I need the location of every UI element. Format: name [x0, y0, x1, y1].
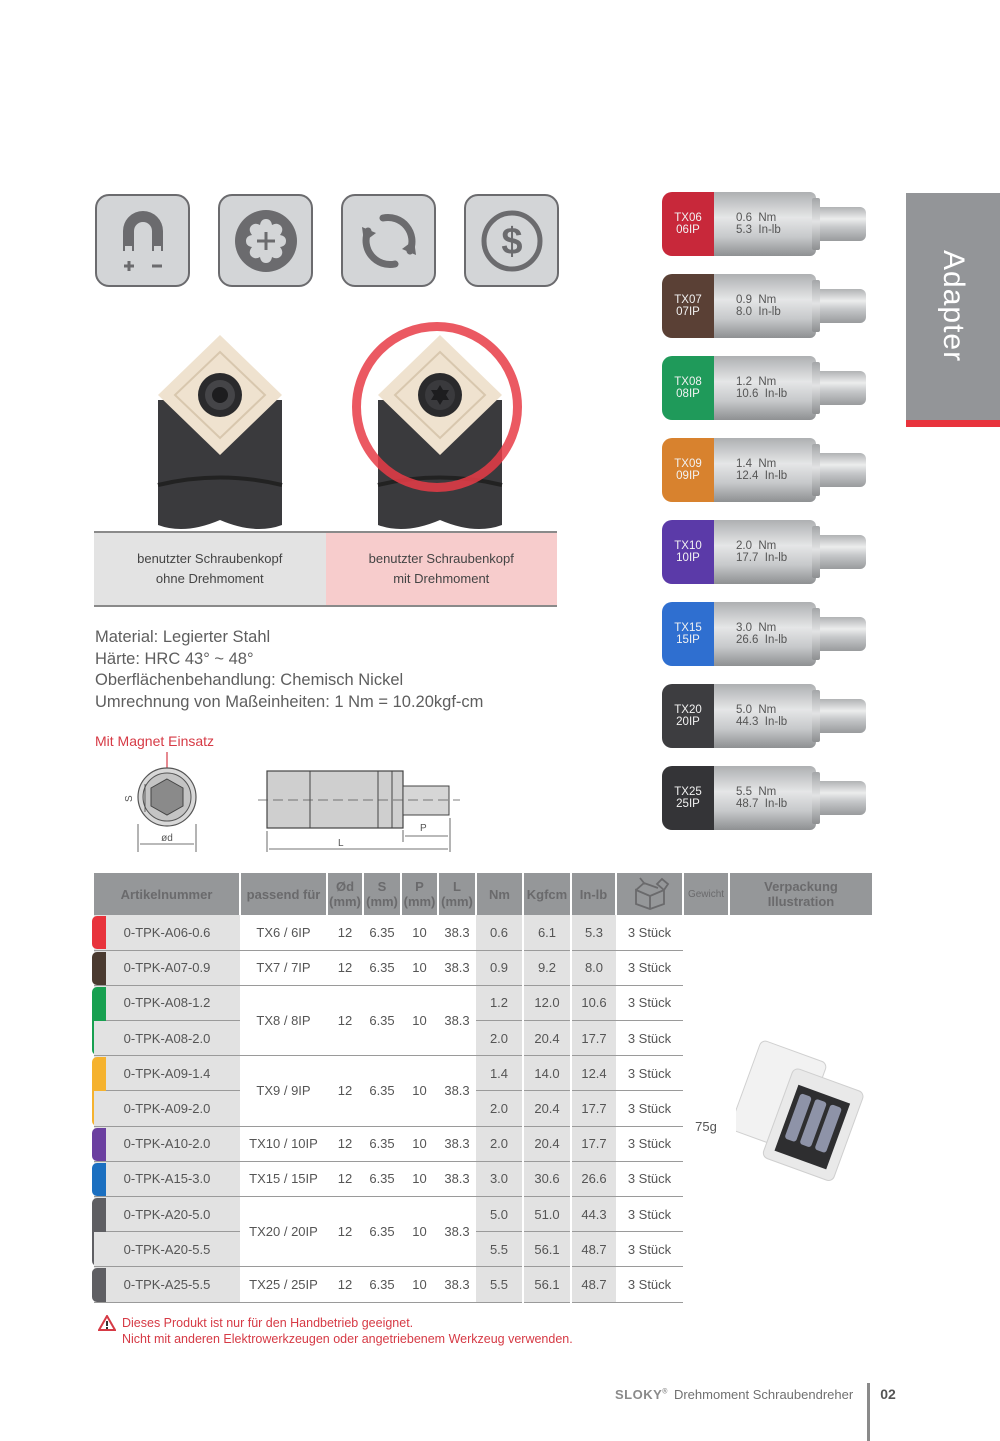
cell-quantity: 3 Stück	[616, 1056, 683, 1091]
hex-shank	[820, 453, 866, 487]
color-code-bar	[92, 1163, 106, 1196]
warning-triangle-icon	[98, 1315, 116, 1331]
cell-s: 6.35	[363, 1126, 401, 1161]
bit-color-sleeve: TX08 08IP	[662, 356, 714, 420]
cell-l: 38.3	[438, 915, 476, 950]
warning-line-1: Dieses Produkt ist nur für den Handbetrieb geeignet.	[122, 1316, 414, 1330]
cell-article-number: 0-TPK-A07-0.9	[94, 950, 240, 985]
bit-body: 3.0 Nm 26.6 In-lb	[714, 602, 816, 666]
cell-article-number: 0-TPK-A08-1.2	[94, 985, 240, 1020]
cell-p: 10	[401, 985, 438, 1055]
cell-od: 12	[327, 1267, 363, 1302]
cell-nm: 0.6	[476, 915, 523, 950]
cell-l: 38.3	[438, 1161, 476, 1196]
cell-od: 12	[327, 1197, 363, 1267]
cell-l: 38.3	[438, 1197, 476, 1267]
bit-body: 5.5 Nm 48.7 In-lb	[714, 766, 816, 830]
cell-kgfcm: 20.4	[523, 1126, 571, 1161]
cell-quantity: 3 Stück	[616, 915, 683, 950]
cell-inlb: 12.4	[571, 1056, 616, 1091]
cell-quantity: 3 Stück	[616, 1267, 683, 1302]
cell-quantity: 3 Stück	[616, 1232, 683, 1267]
spec-hardness: Härte: HRC 43° ~ 48°	[95, 649, 254, 668]
cell-nm: 2.0	[476, 1021, 523, 1056]
cell-p: 10	[401, 1197, 438, 1267]
svg-text:ød: ød	[161, 833, 173, 844]
bit-color-sleeve: TX06 06IP	[662, 192, 714, 256]
cell-kgfcm: 20.4	[523, 1021, 571, 1056]
dollar-coin-icon	[464, 194, 559, 287]
cell-s: 6.35	[363, 1197, 401, 1267]
cell-quantity: 3 Stück	[616, 1091, 683, 1126]
svg-text:L: L	[338, 838, 344, 849]
footer-divider	[867, 1383, 870, 1441]
screw-head-without-torque-image	[150, 330, 290, 530]
cell-quantity: 3 Stück	[616, 1126, 683, 1161]
cell-l: 38.3	[438, 1267, 476, 1302]
spec-surface: Oberflächenbehandlung: Chemisch Nickel	[95, 671, 404, 689]
spec-material: Material: Legierter Stahl	[95, 628, 271, 646]
header-od: Ød (mm)	[327, 873, 363, 915]
cell-nm: 1.2	[476, 985, 523, 1020]
screw-comparison	[94, 531, 557, 607]
cell-inlb: 5.3	[571, 915, 616, 950]
material-specs	[95, 627, 483, 713]
cell-kgfcm: 56.1	[523, 1232, 571, 1267]
header-packaging: Verpackung Illustration	[729, 873, 872, 915]
table-header-row	[94, 873, 872, 915]
page-number: 02	[880, 1386, 896, 1402]
cell-l: 38.3	[438, 1126, 476, 1161]
cell-p: 10	[401, 950, 438, 985]
bit-color-sleeve: TX09 09IP	[662, 438, 714, 502]
cell-article-number: 0-TPK-A15-3.0	[94, 1161, 240, 1196]
cell-nm: 1.4	[476, 1056, 523, 1091]
cell-kgfcm: 14.0	[523, 1056, 571, 1091]
spec-conversion: Umrechnung von Maßeinheiten: 1 Nm = 10.20kgf-cm	[95, 692, 484, 711]
cell-quantity: 3 Stück	[616, 950, 683, 985]
cell-s: 6.35	[363, 1056, 401, 1126]
cell-p: 10	[401, 915, 438, 950]
bit-body: 0.6 Nm 5.3 In-lb	[714, 192, 816, 256]
cell-inlb: 17.7	[571, 1091, 616, 1126]
cell-nm: 5.5	[476, 1267, 523, 1302]
bit-body: 1.2 Nm 10.6 In-lb	[714, 356, 816, 420]
cell-nm: 5.5	[476, 1232, 523, 1267]
warning-notice	[98, 1315, 573, 1347]
bit-body: 5.0 Nm 44.3 In-lb	[714, 684, 816, 748]
color-code-bar	[92, 916, 106, 949]
cell-nm: 0.9	[476, 950, 523, 985]
cell-kgfcm: 6.1	[523, 915, 571, 950]
header-l: L (mm)	[438, 873, 476, 915]
cell-s: 6.35	[363, 1267, 401, 1302]
cell-nm: 5.0	[476, 1197, 523, 1232]
bit-color-sleeve: TX20 20IP	[662, 684, 714, 748]
hex-shank	[820, 781, 866, 815]
header-weight: Gewicht	[683, 873, 729, 915]
cell-l: 38.3	[438, 1056, 476, 1126]
cell-fits: TX25 / 25IP	[240, 1267, 327, 1302]
warning-line-2: Nicht mit anderen Elektrowerkzeugen oder angetriebenem Werkzeug verwenden.	[122, 1332, 573, 1346]
cell-article-number: 0-TPK-A20-5.5	[94, 1232, 240, 1267]
cell-l: 38.3	[438, 950, 476, 985]
magnet-icon	[95, 194, 190, 287]
hex-shank	[820, 535, 866, 569]
header-nm: Nm	[476, 873, 523, 915]
bit-body: 1.4 Nm 12.4 In-lb	[714, 438, 816, 502]
box-icon	[616, 873, 683, 915]
cell-nm: 2.0	[476, 1091, 523, 1126]
hex-shank	[820, 699, 866, 733]
cell-od: 12	[327, 985, 363, 1055]
cell-l: 38.3	[438, 985, 476, 1055]
torque-bit-image	[662, 684, 870, 752]
cell-od: 12	[327, 1056, 363, 1126]
cell-kgfcm: 56.1	[523, 1267, 571, 1302]
color-code-bar	[92, 1128, 106, 1161]
cell-fits: TX20 / 20IP	[240, 1197, 327, 1267]
cell-kgfcm: 12.0	[523, 985, 571, 1020]
cell-s: 6.35	[363, 950, 401, 985]
cell-fits: TX15 / 15IP	[240, 1161, 327, 1196]
torque-bit-image	[662, 766, 870, 834]
feature-icons	[95, 194, 559, 287]
hex-shank	[820, 617, 866, 651]
header-fits: passend für	[240, 873, 327, 915]
brand-logo: SLOKY®	[615, 1386, 668, 1402]
technical-drawing	[110, 752, 460, 857]
cell-article-number: 0-TPK-A09-2.0	[94, 1091, 240, 1126]
page-footer	[615, 1365, 896, 1423]
cell-inlb: 8.0	[571, 950, 616, 985]
svg-text:$: $	[500, 220, 523, 263]
svg-text:S: S	[124, 795, 135, 802]
bit-color-sleeve: TX25 25IP	[662, 766, 714, 830]
cell-od: 12	[327, 1126, 363, 1161]
product-table	[94, 873, 872, 1303]
torque-bit-image	[662, 274, 870, 342]
bit-color-sleeve: TX15 15IP	[662, 602, 714, 666]
bit-color-sleeve: TX10 10IP	[662, 520, 714, 584]
cell-inlb: 10.6	[571, 985, 616, 1020]
cell-od: 12	[327, 1161, 363, 1196]
cell-p: 10	[401, 1126, 438, 1161]
cell-quantity: 3 Stück	[616, 1021, 683, 1056]
cell-inlb: 26.6	[571, 1161, 616, 1196]
cell-quantity: 3 Stück	[616, 985, 683, 1020]
cell-weight: 75g	[695, 1119, 717, 1135]
torx-plus-icon	[218, 194, 313, 287]
cell-quantity: 3 Stück	[616, 1197, 683, 1232]
cell-od: 12	[327, 950, 363, 985]
comparison-without-torque: benutzter Schraubenkopf ohne Drehmoment	[94, 533, 326, 605]
bit-color-sleeve: TX07 07IP	[662, 274, 714, 338]
cell-inlb: 44.3	[571, 1197, 616, 1232]
cell-s: 6.35	[363, 985, 401, 1055]
torque-highlight-circle	[352, 322, 522, 492]
cell-nm: 2.0	[476, 1126, 523, 1161]
hex-shank	[820, 289, 866, 323]
bit-body: 0.9 Nm 8.0 In-lb	[714, 274, 816, 338]
cell-inlb: 48.7	[571, 1232, 616, 1267]
header-p: P (mm)	[401, 873, 438, 915]
cell-s: 6.35	[363, 915, 401, 950]
cell-inlb: 48.7	[571, 1267, 616, 1302]
cell-article-number: 0-TPK-A20-5.0	[94, 1197, 240, 1232]
cell-p: 10	[401, 1161, 438, 1196]
cell-quantity: 3 Stück	[616, 1161, 683, 1196]
color-code-bar	[92, 952, 106, 985]
cell-fits: TX10 / 10IP	[240, 1126, 327, 1161]
cell-kgfcm: 30.6	[523, 1161, 571, 1196]
header-inlb: In-lb	[571, 873, 616, 915]
cell-fits: TX9 / 9IP	[240, 1056, 327, 1126]
cell-article-number: 0-TPK-A08-2.0	[94, 1021, 240, 1056]
header-article-number: Artikelnummer	[94, 873, 240, 915]
torque-bit-images	[662, 192, 870, 848]
cell-article-number: 0-TPK-A25-5.5	[94, 1267, 240, 1302]
hex-shank	[820, 371, 866, 405]
cell-od: 12	[327, 915, 363, 950]
header-s: S (mm)	[363, 873, 401, 915]
comparison-with-torque: benutzter Schraubenkopf mit Drehmoment	[326, 533, 558, 605]
torque-bit-image	[662, 438, 870, 506]
cell-fits: TX8 / 8IP	[240, 985, 327, 1055]
section-tab-adapter: Adapter	[906, 193, 1000, 420]
cell-fits: TX7 / 7IP	[240, 950, 327, 985]
cell-p: 10	[401, 1267, 438, 1302]
hex-shank	[820, 207, 866, 241]
cell-article-number: 0-TPK-A06-0.6	[94, 915, 240, 950]
section-tab-accent-bar	[906, 420, 1000, 427]
cell-nm: 3.0	[476, 1161, 523, 1196]
cell-kgfcm: 20.4	[523, 1091, 571, 1126]
svg-text:P: P	[420, 823, 427, 834]
torque-bit-image	[662, 520, 870, 588]
cell-inlb: 17.7	[571, 1021, 616, 1056]
cell-fits: TX6 / 6IP	[240, 915, 327, 950]
torque-bit-image	[662, 356, 870, 424]
cell-inlb: 17.7	[571, 1126, 616, 1161]
torque-bit-image	[662, 192, 870, 260]
cell-kgfcm: 51.0	[523, 1197, 571, 1232]
cell-article-number: 0-TPK-A10-2.0	[94, 1126, 240, 1161]
bit-body: 2.0 Nm 17.7 In-lb	[714, 520, 816, 584]
packaging-image	[729, 915, 872, 1302]
cell-p: 10	[401, 1056, 438, 1126]
rotate-arrows-icon	[341, 194, 436, 287]
magnet-insert-label: Mit Magnet Einsatz	[95, 733, 215, 749]
torque-bit-image	[662, 602, 870, 670]
header-kgfcm: Kgfcm	[523, 873, 571, 915]
color-code-bar	[92, 1268, 106, 1301]
footer-title: Drehmoment Schraubendreher	[673, 1386, 854, 1402]
cell-article-number: 0-TPK-A09-1.4	[94, 1056, 240, 1091]
cell-kgfcm: 9.2	[523, 950, 571, 985]
table-row	[94, 915, 872, 950]
cell-s: 6.35	[363, 1161, 401, 1196]
